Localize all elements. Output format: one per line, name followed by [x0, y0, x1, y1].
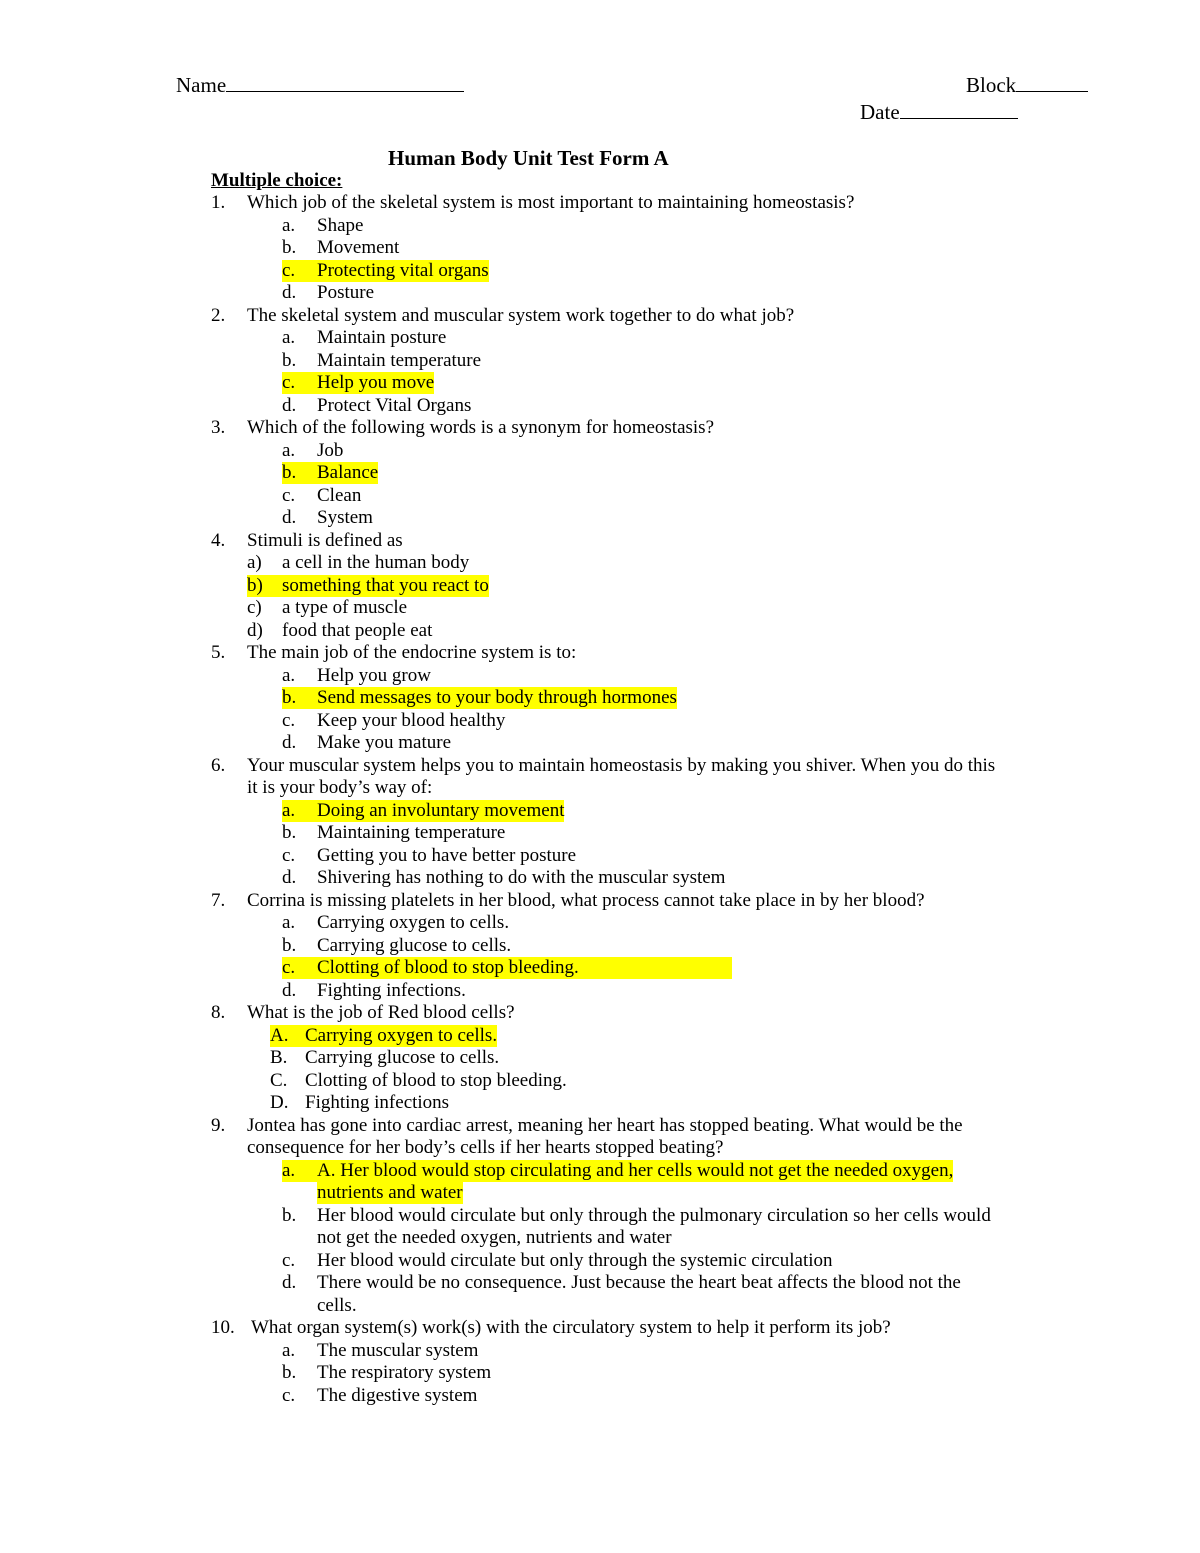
option-marker: c. — [282, 372, 330, 394]
option-text: Doing an involuntary movement — [317, 799, 565, 821]
option-marker: c. — [282, 709, 296, 731]
question-text: Which job of the skeletal system is most important to maintaining homeostasis? — [247, 192, 855, 213]
question-6-text-line — [0, 755, 1200, 778]
question-number: 4. — [211, 529, 226, 551]
option-marker: b. — [282, 822, 297, 843]
section-heading: Multiple choice: — [211, 170, 343, 191]
block-label: Block — [966, 73, 1017, 97]
answer-option[interactable] — [0, 395, 1200, 418]
question-text: What is the job of Red blood cells? — [247, 1002, 515, 1023]
question-text: The skeletal system and muscular system work together to do what job? — [247, 304, 795, 326]
option-text: Carrying glucose to cells. — [317, 934, 512, 956]
answer-option[interactable] — [0, 350, 1200, 373]
answer-option[interactable] — [0, 1362, 1200, 1385]
option-marker: D. — [270, 1092, 289, 1113]
question-text: Jontea has gone into cardiac arrest, meaning her heart has stopped beating. What would be the — [247, 1114, 963, 1136]
answer-option[interactable] — [0, 620, 1200, 643]
question-number: 9. — [211, 1114, 226, 1136]
option-text: Protecting vital organs — [317, 259, 489, 281]
question-number: 10. — [211, 1317, 235, 1338]
answer-option[interactable] — [0, 372, 1200, 395]
option-text: a type of muscle — [282, 597, 408, 618]
question-text: What organ system(s) work(s) with the circulatory system to help it perform its job? — [251, 1317, 891, 1338]
option-marker: b. — [282, 934, 297, 956]
answer-option[interactable] — [0, 282, 1200, 305]
answer-option[interactable] — [0, 1182, 1200, 1205]
answer-option[interactable] — [0, 215, 1200, 238]
name-label: Name — [176, 73, 227, 97]
option-marker: b. — [282, 687, 331, 709]
question-number: 6. — [211, 754, 226, 776]
option-text: Help you move — [317, 372, 435, 393]
question-2-text-line — [0, 305, 1200, 328]
question-3-text-line — [0, 417, 1200, 440]
option-marker: c. — [282, 1384, 296, 1406]
answer-option[interactable] — [0, 710, 1200, 733]
option-text: Carrying oxygen to cells. — [305, 1024, 498, 1046]
question-8-text-line — [0, 1002, 1200, 1025]
answer-option[interactable] — [0, 1092, 1200, 1115]
answer-option[interactable] — [0, 597, 1200, 620]
answer-option[interactable] — [0, 687, 1200, 710]
option-text: Fighting infections. — [317, 979, 466, 1001]
option-text: Clotting of blood to stop bleeding. — [317, 957, 579, 978]
option-text: Fighting infections — [305, 1092, 450, 1113]
option-text: Carrying oxygen to cells. — [317, 912, 510, 933]
option-marker: a. — [282, 1339, 296, 1361]
question-text: Your muscular system helps you to maintain homeostasis by making you shiver. When you do this — [247, 754, 996, 776]
option-text: Maintain temperature — [317, 349, 482, 371]
option-text: something that you react to — [282, 574, 489, 596]
option-text: The respiratory system — [317, 1362, 492, 1383]
option-marker: C. — [270, 1069, 288, 1091]
option-marker: d. — [282, 867, 297, 888]
answer-option[interactable] — [0, 462, 1200, 485]
option-text: Posture — [317, 282, 374, 303]
question-7-text-line — [0, 890, 1200, 913]
answer-option[interactable] — [0, 1047, 1200, 1070]
answer-option[interactable] — [0, 552, 1200, 575]
answer-option[interactable] — [0, 1340, 1200, 1363]
question-number: 8. — [211, 1002, 226, 1023]
option-marker: A. — [270, 1025, 323, 1047]
option-marker: d. — [282, 282, 297, 303]
option-marker: a. — [282, 439, 296, 461]
question-9-text-line — [0, 1115, 1200, 1138]
date-label: Date — [860, 100, 900, 124]
option-text: cells. — [317, 1294, 357, 1316]
option-text: There would be no consequence. Just because the heart beat affects the blood not the — [317, 1272, 961, 1293]
option-marker: a. — [282, 1160, 330, 1182]
answer-option[interactable] — [0, 912, 1200, 935]
option-text: System — [317, 507, 373, 528]
option-marker: b. — [282, 1204, 297, 1226]
answer-option[interactable] — [0, 327, 1200, 350]
answer-option[interactable] — [0, 1295, 1200, 1318]
name-field — [176, 74, 464, 96]
question-text: Corrina is missing platelets in her blood, what process cannot take place in by her blood? — [247, 889, 925, 911]
option-marker: d. — [282, 507, 297, 528]
answer-option[interactable] — [0, 980, 1200, 1003]
question-number: 3. — [211, 417, 226, 438]
option-marker: b. — [282, 349, 297, 371]
question-text: Stimuli is defined as — [247, 529, 403, 551]
option-text: nutrients and water — [317, 1182, 463, 1203]
option-text: Clotting of blood to stop bleeding. — [305, 1069, 567, 1091]
option-text: Movement — [317, 237, 400, 258]
option-text: Shivering has nothing to do with the muscular system — [317, 867, 726, 888]
answer-option[interactable] — [0, 1160, 1200, 1183]
option-marker: d. — [282, 394, 297, 416]
option-text: food that people eat — [282, 619, 433, 641]
option-text: Her blood would circulate but only through the systemic circulation — [317, 1249, 833, 1271]
option-text: Job — [317, 439, 344, 461]
question-number: 7. — [211, 889, 226, 911]
question-6-text-line — [0, 777, 1200, 800]
answer-option[interactable] — [0, 935, 1200, 958]
answer-option[interactable] — [0, 845, 1200, 868]
option-text: Maintain posture — [317, 327, 447, 348]
option-marker: B. — [270, 1047, 288, 1068]
option-text: Maintaining temperature — [317, 822, 506, 843]
option-marker: c. — [282, 957, 330, 979]
option-text: Send messages to your body through hormones — [317, 687, 677, 708]
option-text: Keep your blood healthy — [317, 709, 506, 731]
block-field — [966, 74, 1088, 96]
option-marker: a) — [247, 552, 262, 573]
answer-option[interactable] — [0, 1250, 1200, 1273]
option-marker: d) — [247, 619, 263, 641]
name-blank-line[interactable] — [226, 74, 464, 92]
answer-option[interactable] — [0, 1385, 1200, 1408]
question-9-text-line — [0, 1137, 1200, 1160]
option-marker: b. — [282, 237, 297, 258]
option-text: The muscular system — [317, 1339, 479, 1361]
option-text: A. Her blood would stop circulating and her cells would not get the needed oxygen, — [317, 1159, 954, 1181]
option-text: Help you grow — [317, 664, 431, 686]
answer-option[interactable] — [0, 485, 1200, 508]
date-blank-line[interactable] — [900, 101, 1018, 119]
answer-option[interactable] — [0, 665, 1200, 688]
question-10-text-line — [0, 1317, 1200, 1340]
option-text: Getting you to have better posture — [317, 844, 577, 866]
question-number: 2. — [211, 304, 226, 326]
answer-option[interactable] — [0, 575, 1200, 598]
answer-option[interactable] — [0, 1272, 1200, 1295]
question-text: Which of the following words is a synonym for homeostasis? — [247, 417, 715, 438]
option-marker: d. — [282, 732, 297, 753]
option-marker: a. — [282, 214, 296, 236]
option-text: The digestive system — [317, 1384, 478, 1406]
option-text: Her blood would circulate but only through the pulmonary circulation so her cells would — [317, 1204, 991, 1226]
answer-option[interactable] — [0, 957, 1200, 980]
answer-option[interactable] — [0, 440, 1200, 463]
answer-option[interactable] — [0, 800, 1200, 823]
option-text: not get the needed oxygen, nutrients and water — [317, 1227, 672, 1248]
option-text: Make you mature — [317, 732, 452, 753]
option-marker: a. — [282, 664, 296, 686]
answer-option[interactable] — [0, 260, 1200, 283]
option-marker: a. — [282, 327, 296, 348]
option-text: Shape — [317, 214, 364, 236]
option-marker: c. — [282, 1249, 296, 1271]
option-marker: c) — [247, 597, 262, 618]
answer-option[interactable] — [0, 867, 1200, 890]
option-text: a cell in the human body — [282, 552, 470, 573]
option-marker: c. — [282, 484, 296, 506]
question-number: 5. — [211, 642, 226, 663]
answer-option[interactable] — [0, 507, 1200, 530]
answer-option[interactable] — [0, 1227, 1200, 1250]
answer-option[interactable] — [0, 1070, 1200, 1093]
answer-option[interactable] — [0, 822, 1200, 845]
option-marker: a. — [282, 912, 296, 933]
option-marker: b. — [282, 1362, 297, 1383]
option-text: Protect Vital Organs — [317, 394, 472, 416]
option-text: Clean — [317, 484, 362, 506]
question-text: The main job of the endocrine system is to: — [247, 642, 577, 663]
question-4-text-line — [0, 530, 1200, 553]
question-text: it is your body’s way of: — [247, 777, 433, 798]
option-marker: c. — [282, 844, 296, 866]
answer-option[interactable] — [0, 1205, 1200, 1228]
answer-option[interactable] — [0, 1025, 1200, 1048]
date-field — [860, 101, 1018, 123]
answer-option[interactable] — [0, 732, 1200, 755]
answer-option[interactable] — [0, 237, 1200, 260]
question-5-text-line — [0, 642, 1200, 665]
page-title: Human Body Unit Test Form A — [388, 146, 669, 170]
option-marker: d. — [282, 979, 297, 1001]
question-1-text-line — [0, 192, 1200, 215]
question-number: 1. — [211, 192, 226, 213]
option-marker: a. — [282, 800, 330, 822]
option-marker: c. — [282, 260, 330, 282]
option-marker: d. — [282, 1272, 297, 1293]
option-text: Balance — [317, 462, 379, 483]
block-blank-line[interactable] — [1016, 74, 1088, 92]
option-marker: b. — [282, 462, 331, 484]
option-marker: b) — [247, 575, 298, 597]
option-text: Carrying glucose to cells. — [305, 1047, 500, 1068]
question-text: consequence for her body’s cells if her hearts stopped beating? — [247, 1137, 724, 1158]
